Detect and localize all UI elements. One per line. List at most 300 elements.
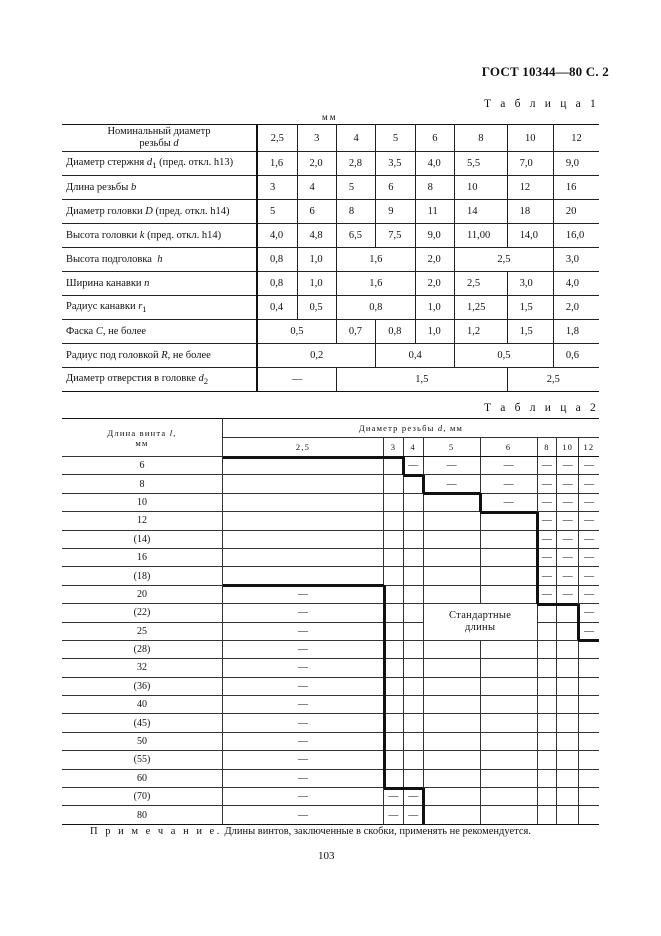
table-cell: 18	[507, 200, 553, 224]
boundary-line	[479, 493, 482, 511]
boundary-line	[422, 475, 425, 493]
table-cell	[403, 512, 423, 530]
table-row	[62, 714, 599, 732]
table-cell: —	[537, 457, 557, 475]
table2-caption: Т а б л и ц а 2	[483, 402, 599, 414]
table2-col-header: 12	[578, 438, 599, 457]
table-cell	[384, 677, 404, 695]
table-cell: —	[557, 512, 578, 530]
standard-label-line2: длины	[464, 622, 496, 634]
table-cell	[384, 493, 404, 511]
table-cell: —	[578, 622, 599, 640]
table-cell: —	[423, 457, 480, 475]
table-cell	[480, 585, 537, 603]
table-cell	[578, 640, 599, 658]
table-cell	[403, 548, 423, 566]
boundary-line	[223, 456, 404, 459]
table1-col-header: 12	[553, 125, 599, 152]
table-cell: 1,0	[415, 320, 454, 344]
table-cell: 4,0	[415, 152, 454, 176]
table-cell: 2,0	[297, 152, 336, 176]
table-cell: —	[384, 806, 404, 824]
table-cell	[480, 696, 537, 714]
table-cell: —	[423, 475, 480, 493]
table-cell	[537, 732, 557, 750]
table-cell	[557, 714, 578, 732]
header-label-line1: Номинальный диаметр	[107, 126, 211, 137]
table-cell	[578, 659, 599, 677]
table-cell	[480, 751, 537, 769]
table-cell: —	[537, 585, 557, 603]
table-cell	[557, 696, 578, 714]
table-cell: 2,8	[336, 152, 375, 176]
table-cell	[423, 640, 480, 658]
note-lead: П р и м е ч а н и е.	[90, 826, 222, 837]
table-cell	[403, 622, 423, 640]
note-text: Длины винтов, заключенные в скобки, применять не рекомендуется.	[221, 826, 531, 837]
table-cell	[403, 640, 423, 658]
table-cell: —	[557, 530, 578, 548]
row-label: Высота подголовка h	[62, 248, 257, 272]
table-cell: —	[578, 585, 599, 603]
table-cell	[557, 677, 578, 695]
table-cell: 4,0	[553, 272, 599, 296]
table2-lengths	[62, 418, 599, 825]
col-label-var: l	[169, 427, 174, 438]
table-cell: 9	[376, 200, 415, 224]
table-cell	[480, 806, 537, 824]
length-cell: (45)	[62, 714, 223, 732]
table-cell	[480, 567, 537, 585]
table-cell: 0,4	[257, 296, 297, 320]
table-cell	[403, 732, 423, 750]
table-cell	[384, 604, 404, 622]
table-cell: 4	[297, 176, 336, 200]
table-row	[62, 696, 599, 714]
table-cell	[557, 640, 578, 658]
table-cell: —	[480, 475, 537, 493]
page-number: 103	[318, 850, 335, 862]
length-cell: 60	[62, 769, 223, 787]
table-cell	[384, 769, 404, 787]
table-cell: —	[257, 368, 336, 392]
table-cell	[537, 640, 557, 658]
table-cell: —	[557, 585, 578, 603]
table-cell: 2,5	[507, 368, 599, 392]
table-cell	[403, 696, 423, 714]
table-cell	[423, 493, 480, 511]
table-cell: 2,0	[553, 296, 599, 320]
table-cell: 11,00	[455, 224, 508, 248]
col-label-line1: Длина винта	[107, 427, 167, 438]
boundary-line	[536, 512, 539, 604]
table-row	[62, 732, 599, 750]
table-cell	[557, 732, 578, 750]
table-cell	[578, 732, 599, 750]
table-cell	[480, 732, 537, 750]
table-cell: 14	[455, 200, 508, 224]
length-cell: (22)	[62, 604, 223, 622]
table-cell: —	[537, 567, 557, 585]
table-cell: 1,6	[257, 152, 297, 176]
table1-col-header: 5	[376, 125, 415, 152]
table-row	[62, 272, 599, 296]
table-cell	[557, 622, 578, 640]
table-cell: 0,8	[376, 320, 415, 344]
group-label-text: Диаметр резьбы	[358, 423, 435, 433]
table-cell	[223, 567, 384, 585]
table-cell: 5	[336, 176, 375, 200]
table-cell: —	[223, 640, 384, 658]
table-cell	[384, 640, 404, 658]
length-cell: 12	[62, 512, 223, 530]
table-cell: 1,0	[297, 248, 336, 272]
table-cell	[480, 512, 537, 530]
table-cell	[223, 475, 384, 493]
row-label: Ширина канавки n	[62, 272, 257, 296]
length-cell: 25	[62, 622, 223, 640]
boundary-line	[223, 584, 384, 587]
table-cell	[537, 788, 557, 806]
row-label: Диаметр головки D (пред. откл. h14)	[62, 200, 257, 224]
table-cell: —	[223, 659, 384, 677]
table-cell	[423, 714, 480, 732]
table-cell	[537, 806, 557, 824]
table-cell: —	[578, 493, 599, 511]
table-cell: 1,0	[415, 296, 454, 320]
table-row	[62, 640, 599, 658]
table1-col-header: 6	[415, 125, 454, 152]
table-cell: 9,0	[415, 224, 454, 248]
table-cell	[557, 751, 578, 769]
table-cell	[480, 714, 537, 732]
table-row	[62, 530, 599, 548]
table-row	[62, 806, 599, 824]
table-cell	[557, 769, 578, 787]
table-cell	[423, 659, 480, 677]
table-cell: 0,5	[455, 344, 554, 368]
row-label: Радиус канавки $r_1$	[62, 296, 257, 320]
table-cell: —	[578, 530, 599, 548]
table-cell: 11	[415, 200, 454, 224]
table-cell	[578, 677, 599, 695]
table-cell: 7,5	[376, 224, 415, 248]
table-cell	[384, 696, 404, 714]
boundary-line	[423, 492, 480, 495]
length-cell: 80	[62, 806, 223, 824]
standard-lengths-label	[423, 604, 537, 641]
table-cell	[403, 567, 423, 585]
col-label-line2: мм	[135, 437, 149, 448]
table-cell	[384, 714, 404, 732]
table-cell: 2,0	[415, 248, 454, 272]
table-cell	[423, 530, 480, 548]
table-cell	[384, 585, 404, 603]
table2-group-label: Диаметр резьбы d, мм	[223, 419, 600, 438]
table-cell	[403, 659, 423, 677]
table-cell	[403, 604, 423, 622]
table-cell: —	[480, 493, 537, 511]
length-cell: 10	[62, 493, 223, 511]
boundary-line	[383, 585, 386, 787]
table-cell	[480, 788, 537, 806]
table-cell	[223, 457, 384, 475]
standard-label-line1: Стандартные	[449, 610, 512, 622]
table-cell: 3,0	[553, 248, 599, 272]
table-cell	[223, 548, 384, 566]
table-cell	[537, 659, 557, 677]
table-row	[62, 751, 599, 769]
table-cell: 0,8	[336, 296, 415, 320]
table-cell	[403, 769, 423, 787]
table-cell: 4,8	[297, 224, 336, 248]
table2-col-header: 8	[537, 438, 557, 457]
table-cell	[384, 732, 404, 750]
table-cell: 1,6	[336, 272, 415, 296]
table-cell: 10	[455, 176, 508, 200]
table-cell: —	[557, 475, 578, 493]
table-row	[62, 125, 599, 152]
table-cell	[403, 530, 423, 548]
table-cell	[423, 769, 480, 787]
table-row	[62, 368, 599, 392]
table-cell: 16,0	[553, 224, 599, 248]
table-cell: —	[223, 806, 384, 824]
table-cell: —	[578, 457, 599, 475]
table-cell	[557, 806, 578, 824]
table-cell	[423, 751, 480, 769]
table-cell: 5,5	[455, 152, 508, 176]
table-cell	[423, 696, 480, 714]
table-cell	[423, 788, 480, 806]
boundary-line	[537, 603, 578, 606]
table-cell: 16	[553, 176, 599, 200]
table-cell	[537, 622, 557, 640]
boundary-line	[422, 788, 425, 825]
row-label: Радиус под головкой R, не более	[62, 344, 257, 368]
table-cell: 3	[257, 176, 297, 200]
table-cell	[480, 530, 537, 548]
table-cell	[423, 548, 480, 566]
table1-dimensions	[62, 124, 599, 392]
table-cell: 5	[257, 200, 297, 224]
table-cell	[223, 530, 384, 548]
table-cell	[423, 806, 480, 824]
table-cell: —	[537, 548, 557, 566]
table-cell: —	[384, 788, 404, 806]
group-label-unit: мм	[449, 423, 464, 433]
table-cell: —	[223, 585, 384, 603]
table-cell	[223, 493, 384, 511]
row-label: Длина резьбы b	[62, 176, 257, 200]
table-row	[62, 152, 599, 176]
table-cell: —	[537, 530, 557, 548]
table-row	[62, 200, 599, 224]
table-cell: 12	[507, 176, 553, 200]
table-row	[62, 176, 599, 200]
table-cell: 2,5	[455, 248, 554, 272]
table-cell: —	[557, 493, 578, 511]
table-row	[62, 419, 599, 438]
table-cell	[403, 677, 423, 695]
table-cell	[423, 732, 480, 750]
row-label: Высота головки k (пред. откл. h14)	[62, 224, 257, 248]
table-row	[62, 769, 599, 787]
table-cell	[423, 585, 480, 603]
table-row	[62, 659, 599, 677]
length-cell: (55)	[62, 751, 223, 769]
table-cell: 8	[415, 176, 454, 200]
length-cell: 32	[62, 659, 223, 677]
table-cell: 1,25	[455, 296, 508, 320]
table1-col-header: 3	[297, 125, 336, 152]
table-cell: 2,0	[415, 272, 454, 296]
table-cell: —	[578, 567, 599, 585]
table1-unit: мм	[322, 112, 338, 122]
table-cell: —	[223, 714, 384, 732]
table-cell: 20	[553, 200, 599, 224]
table-cell: 1,5	[336, 368, 507, 392]
table-cell: 4,0	[257, 224, 297, 248]
table2-col-header: 5	[423, 438, 480, 457]
table-cell: 1,5	[507, 296, 553, 320]
table-cell	[537, 696, 557, 714]
length-cell: (70)	[62, 788, 223, 806]
table-cell	[384, 475, 404, 493]
table-row	[62, 475, 599, 493]
table-cell: 0,6	[553, 344, 599, 368]
length-cell: (28)	[62, 640, 223, 658]
table1-caption: Т а б л и ц а 1	[483, 98, 599, 110]
length-cell: 16	[62, 548, 223, 566]
table-cell	[423, 512, 480, 530]
table-cell: —	[223, 604, 384, 622]
table-cell: 0,4	[376, 344, 455, 368]
boundary-line	[577, 604, 580, 641]
table-cell	[537, 677, 557, 695]
table-cell: 8	[336, 200, 375, 224]
boundary-line	[480, 511, 537, 514]
table-cell	[537, 751, 557, 769]
table-cell: —	[480, 457, 537, 475]
table-cell	[384, 622, 404, 640]
table1-col-header: 4	[336, 125, 375, 152]
table-cell	[384, 567, 404, 585]
table-cell	[480, 677, 537, 695]
table-cell: 6	[297, 200, 336, 224]
boundary-line	[402, 457, 405, 475]
table2-col-header: 2,5	[223, 438, 384, 457]
length-cell: 8	[62, 475, 223, 493]
table1-col-header: 8	[455, 125, 508, 152]
table-row	[62, 296, 599, 320]
table-cell	[423, 677, 480, 695]
table-cell: 6,5	[336, 224, 375, 248]
group-label-var: d	[437, 423, 444, 433]
table-row	[62, 585, 599, 603]
table-cell	[384, 751, 404, 769]
table-cell: 0,8	[257, 248, 297, 272]
table-cell: 3,0	[507, 272, 553, 296]
table-cell	[557, 604, 578, 622]
table-cell: —	[557, 548, 578, 566]
boundary-line	[403, 474, 423, 477]
table-cell: —	[537, 512, 557, 530]
table-cell	[480, 548, 537, 566]
table-cell	[578, 751, 599, 769]
table-cell: —	[403, 457, 423, 475]
table-cell: 7,0	[507, 152, 553, 176]
table-cell: —	[403, 806, 423, 824]
table-cell	[557, 659, 578, 677]
table-cell: —	[223, 677, 384, 695]
table2-col-header: 3	[384, 438, 404, 457]
table-cell: —	[223, 788, 384, 806]
table-cell: —	[578, 604, 599, 622]
length-cell: 50	[62, 732, 223, 750]
table-cell	[578, 696, 599, 714]
length-cell: 20	[62, 585, 223, 603]
table-row	[62, 604, 599, 622]
table-cell: 1,2	[455, 320, 508, 344]
boundary-line	[578, 639, 599, 642]
table-note	[90, 826, 531, 837]
table-cell: —	[223, 769, 384, 787]
length-cell: (18)	[62, 567, 223, 585]
table-cell	[403, 585, 423, 603]
table-row	[62, 567, 599, 585]
table-cell	[537, 769, 557, 787]
table-cell	[480, 640, 537, 658]
header-label-line2: резьбы	[139, 138, 171, 149]
table-cell: 0,8	[257, 272, 297, 296]
table-cell	[384, 659, 404, 677]
table-cell: 1,8	[553, 320, 599, 344]
length-cell: 40	[62, 696, 223, 714]
length-cell: 6	[62, 457, 223, 475]
table-cell	[537, 604, 557, 622]
table-cell	[384, 512, 404, 530]
table-cell: —	[578, 512, 599, 530]
table-cell	[403, 714, 423, 732]
table2-col-header: 10	[557, 438, 578, 457]
table2-col-header: 4	[403, 438, 423, 457]
header-label-var: d	[173, 138, 179, 149]
length-cell: (14)	[62, 530, 223, 548]
table-cell: 0,2	[257, 344, 376, 368]
table-cell	[578, 788, 599, 806]
table-cell: 1,5	[507, 320, 553, 344]
row-label: Диаметр отверстия в головке $d_2$	[62, 368, 257, 392]
table-cell: 9,0	[553, 152, 599, 176]
table-cell	[403, 493, 423, 511]
table-cell	[578, 714, 599, 732]
table-row	[62, 224, 599, 248]
table-cell: —	[578, 548, 599, 566]
table-cell: —	[578, 475, 599, 493]
table2-col-header: 6	[480, 438, 537, 457]
table-cell	[578, 806, 599, 824]
table2-col-label: Длина винта l, мм	[62, 419, 223, 457]
table-cell	[384, 548, 404, 566]
row-label: Фаска C, не более	[62, 320, 257, 344]
boundary-line	[384, 787, 424, 790]
table-cell: 0,5	[297, 296, 336, 320]
table-cell: —	[223, 751, 384, 769]
table-cell: 1,0	[297, 272, 336, 296]
table-cell: 3,5	[376, 152, 415, 176]
table-cell	[423, 567, 480, 585]
